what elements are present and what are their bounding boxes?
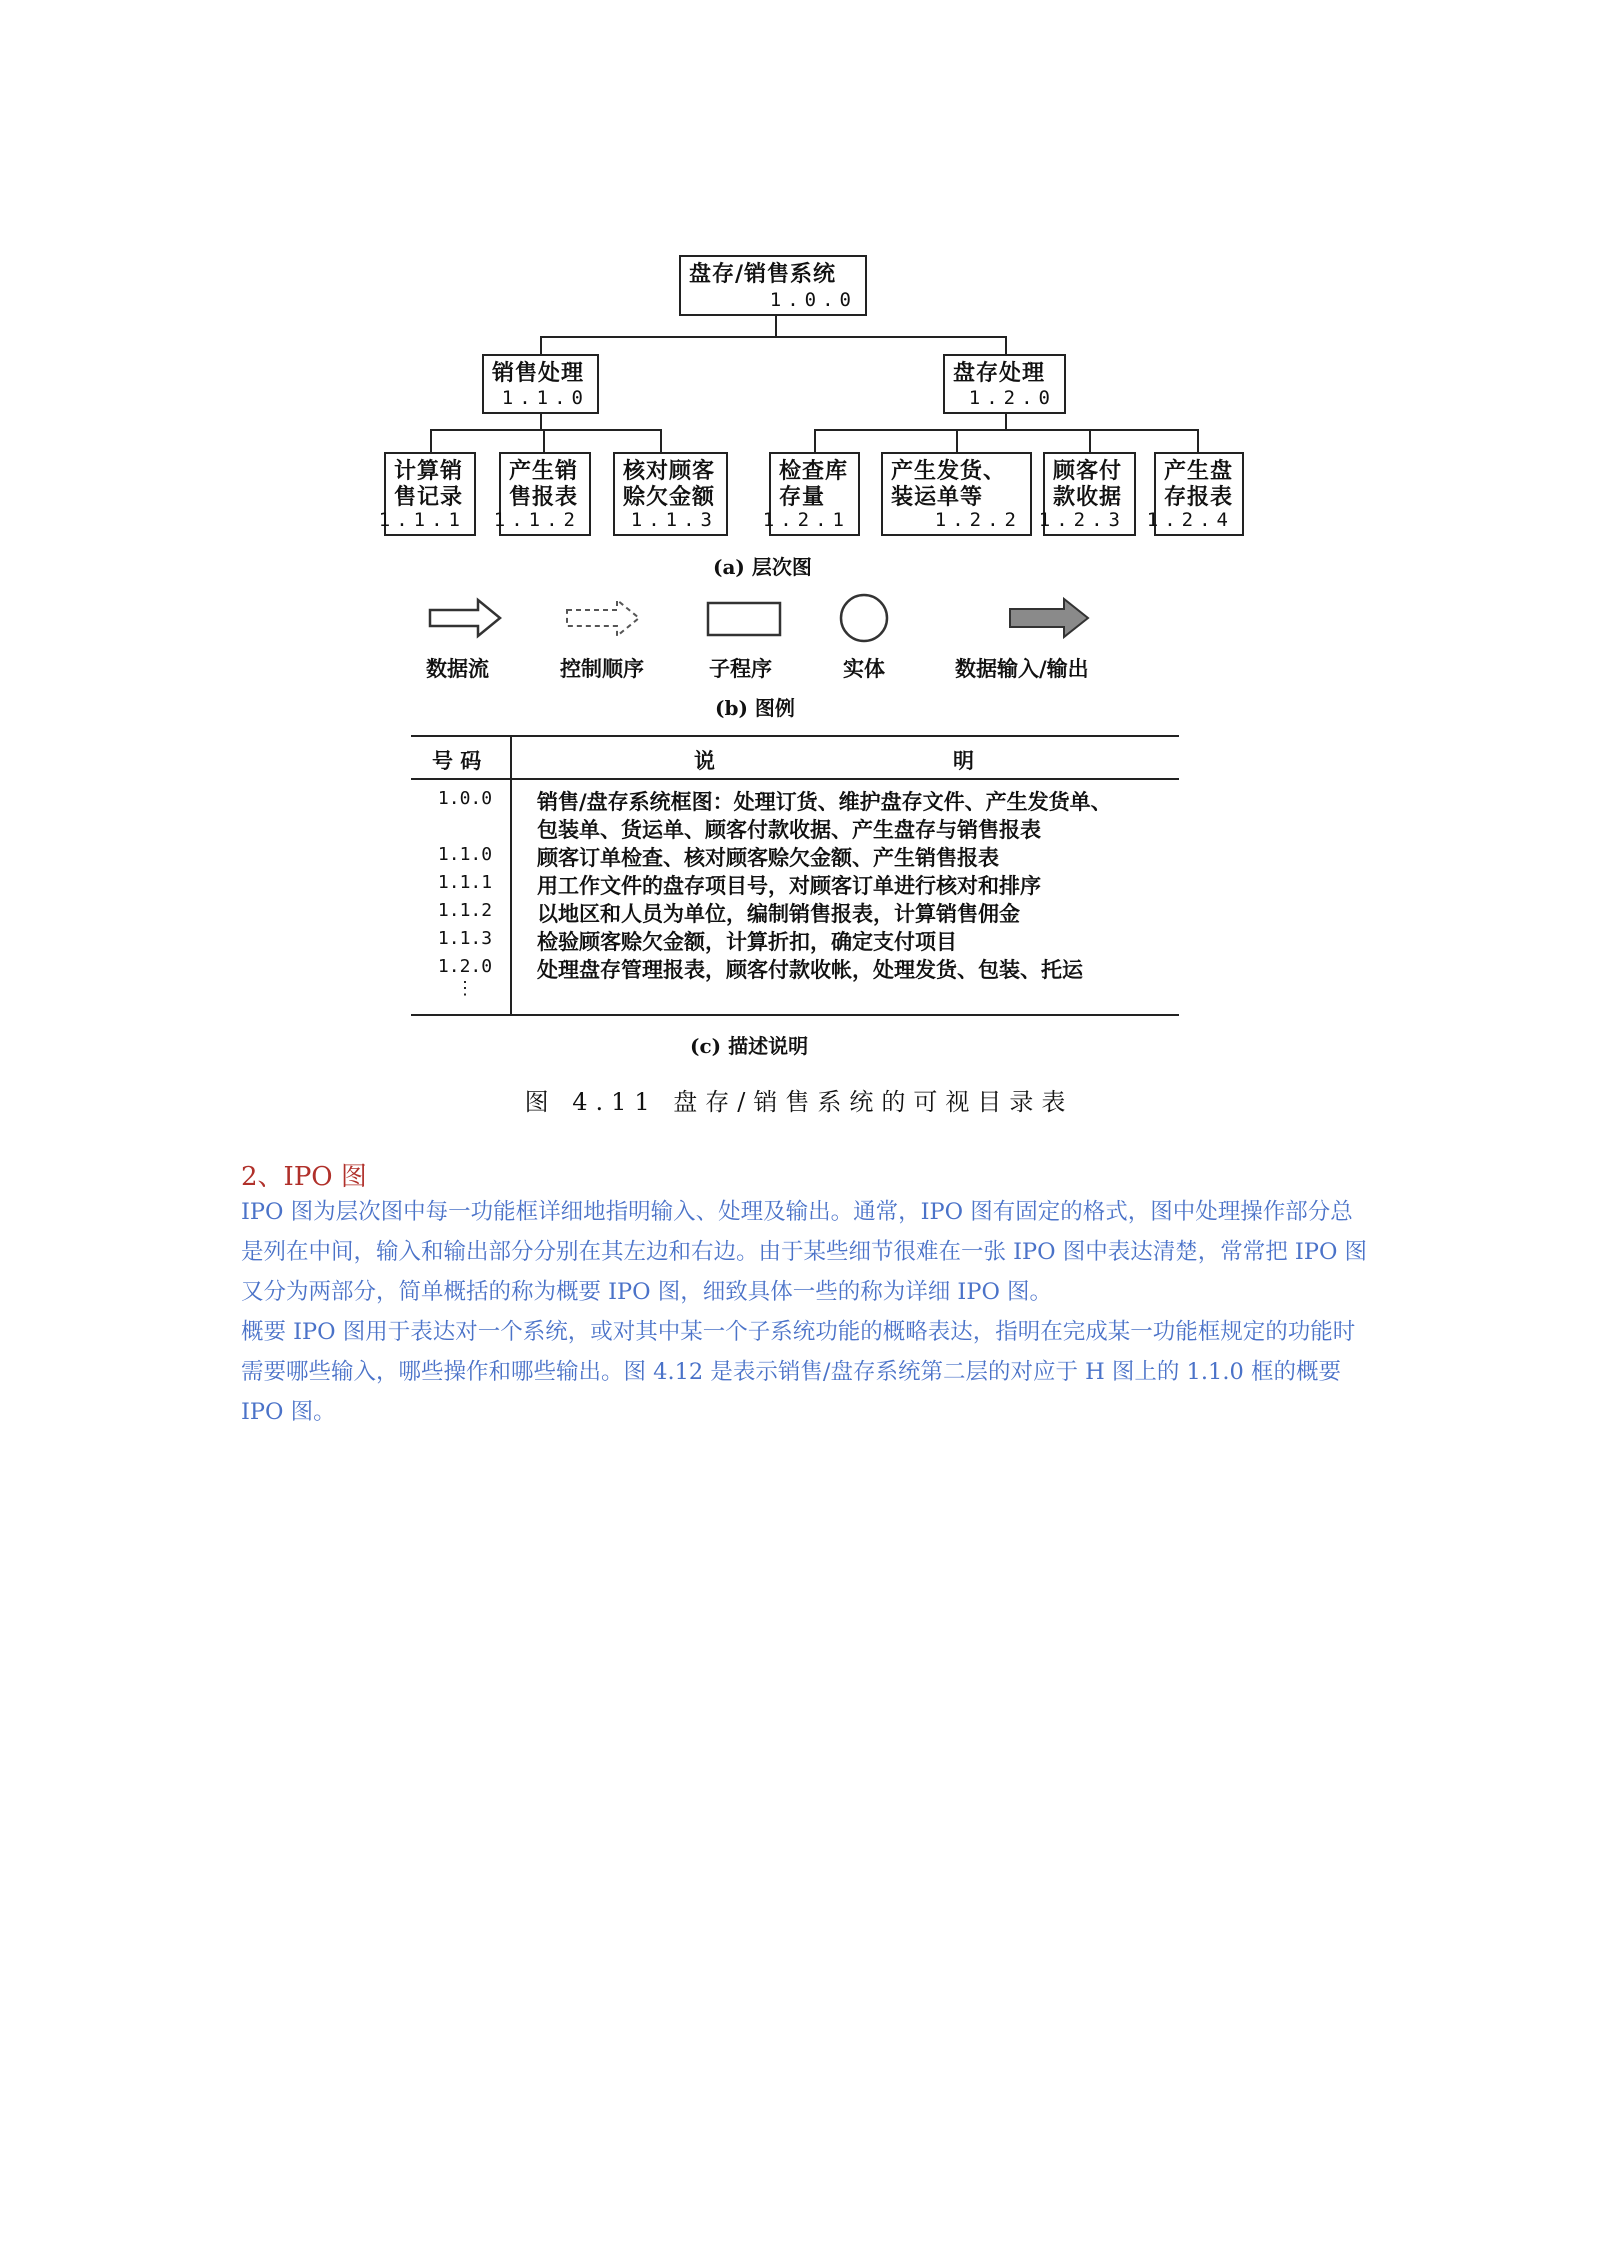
connector — [1005, 336, 1007, 356]
level2-node — [493, 452, 591, 536]
header-desc-right: 明 — [953, 748, 974, 773]
connector — [775, 315, 777, 337]
connector — [430, 429, 662, 431]
connector — [660, 429, 662, 453]
connector — [1197, 429, 1199, 453]
node-code: 1.1.1 — [378, 509, 466, 531]
legend-label: 子程序 — [709, 656, 772, 681]
level2-node — [762, 452, 860, 536]
row-code: 1.2.0 — [437, 956, 493, 977]
caption-b: (b) 图例 — [715, 696, 795, 720]
hollow-arrow-icon — [428, 596, 504, 640]
table-column-rule — [510, 735, 512, 1015]
paragraph: 概要 IPO 图用于表达对一个系统，或对其中某一个子系统功能的概略表达，指明在完成某一功能框规定的功能时需要哪些输入，哪些操作和哪些输出。图 4.12 是表示销售/盘存系统第二层的对应于 H 图上的 1.1.0 框的概要 IPO 图。 — [241, 1319, 1356, 1425]
node-label: 核对顾客 赊欠金额 — [623, 458, 716, 510]
node-code: 1.2.3 — [1038, 509, 1126, 531]
connector — [1005, 413, 1007, 430]
node-label: 销售处理 — [492, 360, 585, 386]
table-bottom-rule — [411, 1014, 1179, 1016]
node-label: 产生销 售报表 — [509, 458, 579, 510]
connector — [543, 429, 545, 453]
legend-label: 数据输入/输出 — [955, 656, 1089, 681]
root-node — [679, 255, 867, 316]
level2-node — [378, 452, 476, 536]
node-label: 计算销 售记录 — [394, 458, 464, 510]
paragraph: IPO 图为层次图中每一功能框详细地指明输入、处理及输出。通常，IPO 图有固定的格式，图中处理操作部分总是列在中间，输入和输出部分分别在其左边和右边。由于某些细节很难在一张 IPO 图中表达清楚，常常把 IPO 图又分为两部分，简单概括的称为概要 IPO 图，细致具体一些的称为详细 IPO 图。 — [241, 1199, 1368, 1305]
node-code: 1.1.2 — [493, 509, 581, 531]
row-desc: 以地区和人员为单位，编制销售报表，计算销售佣金 — [537, 901, 1020, 926]
section-heading: 2、IPO 图 — [241, 1162, 367, 1192]
caption-c: (c) 描述说明 — [690, 1034, 809, 1058]
node-code: 1.2.2 — [934, 509, 1022, 531]
row-code: 1.1.2 — [437, 900, 493, 921]
node-label: 产生盘 存报表 — [1164, 458, 1234, 510]
level1-node — [943, 354, 1066, 414]
connector — [814, 429, 816, 453]
level2-node — [881, 452, 1032, 536]
legend-label: 实体 — [843, 656, 885, 681]
connector — [956, 429, 958, 453]
row-desc: 检验顾客赊欠金额，计算折扣，确定支付项目 — [537, 929, 957, 954]
row-desc: 包装单、货运单、顾客付款收据、产生盘存与销售报表 — [537, 817, 1041, 842]
node-label: 顾客付 款收据 — [1053, 458, 1123, 510]
header-code: 号 码 — [432, 748, 482, 773]
level1-node — [482, 354, 599, 414]
table-top-rule — [411, 735, 1179, 737]
connector — [540, 336, 542, 356]
row-code: 1.1.0 — [437, 844, 493, 865]
dashed-arrow-icon — [565, 596, 643, 640]
node-code: 1.1.0 — [501, 387, 589, 409]
header-desc-left: 说 — [694, 748, 715, 773]
connector — [1089, 429, 1091, 453]
row-code-ellipsis: ⋮ — [456, 978, 474, 999]
node-label: 产生发货、 装运单等 — [891, 458, 1007, 510]
node-code: 1.2.1 — [762, 509, 850, 531]
connector — [814, 429, 1199, 431]
row-desc: 销售/盘存系统框图：处理订货、维护盘存文件、产生发货单、 — [537, 789, 1112, 814]
node-label: 盘存处理 — [953, 360, 1046, 386]
row-desc: 顾客订单检查、核对顾客赊欠金额、产生销售报表 — [537, 845, 999, 870]
row-code: 1.1.1 — [437, 872, 493, 893]
node-code: 1.0.0 — [769, 289, 857, 311]
level2-node — [1146, 452, 1244, 536]
circle-icon — [838, 592, 890, 644]
level2-node — [613, 452, 728, 536]
row-desc: 处理盘存管理报表，顾客付款收帐，处理发货、包装、托运 — [537, 957, 1083, 982]
row-code: 1.1.3 — [437, 928, 493, 949]
level2-node — [1038, 452, 1136, 536]
node-code: 1.2.4 — [1146, 509, 1234, 531]
connector — [430, 429, 432, 453]
node-label: 盘存/销售系统 — [689, 261, 837, 287]
connector — [540, 413, 542, 430]
rectangle-icon — [706, 601, 782, 637]
connector — [540, 336, 1007, 338]
row-desc: 用工作文件的盘存项目号，对顾客订单进行核对和排序 — [537, 873, 1041, 898]
node-code: 1.2.0 — [968, 387, 1056, 409]
node-label: 检查库 存量 — [779, 458, 849, 510]
figure-title: 图 4.11 盘存/销售系统的可视目录表 — [524, 1088, 1074, 1116]
legend-label: 控制顺序 — [560, 656, 644, 681]
caption-a: (a) 层次图 — [713, 555, 812, 579]
filled-arrow-icon — [1008, 596, 1092, 640]
legend-label: 数据流 — [426, 656, 489, 681]
row-code: 1.0.0 — [437, 788, 493, 809]
node-code: 1.1.3 — [630, 509, 718, 531]
table-head-rule — [411, 778, 1179, 780]
